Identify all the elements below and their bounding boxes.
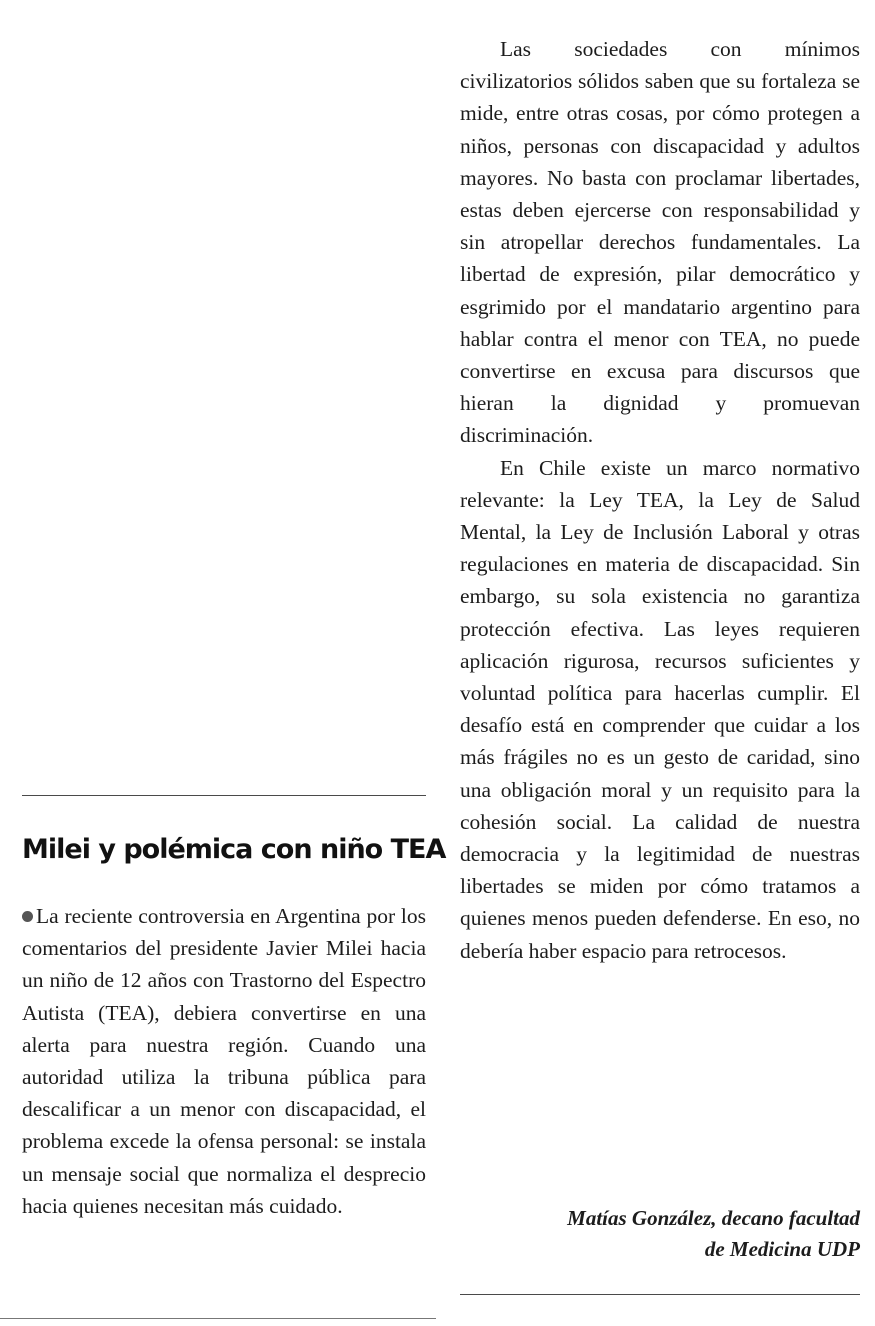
main-column [458, 0, 860, 1326]
letter-text-content: La reciente controversia en Argentina por los comentarios del presidente Javier Milei hacia un niño de 12 años con Trastorno del Espectro Autista (TEA), debiera convertirse en una alerta para nuestra región. Cuando una autoridad utiliza la tribuna pública para descalificar a un menor con discapacidad, el problema excede la ofensa personal: se instala un mensaje social que normaliza el desprecio hacia quienes necesitan más cuidado. [22, 904, 426, 1218]
author-signature [460, 1203, 860, 1265]
bottom-divider-right [460, 1294, 860, 1295]
top-divider [22, 795, 426, 796]
signature-line: Matías González, decano facultad [567, 1206, 860, 1230]
article-paragraph: En Chile existe un marco normativo relevante: la Ley TEA, la Ley de Salud Mental, la Ley de Inclusión Laboral y otras regulaciones en materia de discapacidad. Sin embargo, su sola existencia no garantiza protección efectiva. Las leyes requieren aplicación rigurosa, recursos suficientes y voluntad política para hacerlas cumplir. El desafío está en comprender que cuidar a los más frágiles no es un gesto de caridad, sino una obligación moral y un requisito para la cohesión social. La calidad de nuestra democracia y la legitimidad de nuestras libertades se miden por cómo tratamos a quienes menos pueden defenderse. En eso, no debería haber espacio para retrocesos. [460, 455, 860, 963]
bottom-divider-left [0, 1318, 436, 1319]
bullet-icon [22, 911, 33, 922]
letter-headline: Milei y polémica con niño TEA [22, 834, 446, 865]
sidebar-column [22, 0, 446, 1326]
letter-body [22, 900, 426, 1222]
letter-text [22, 900, 426, 1222]
article-paragraph: Las sociedades con mínimos civilizatorios sólidos saben que su fortaleza se mide, entre otras cosas, por cómo protegen a niños, personas con discapacidad y adultos mayores. No basta con proclamar libertades, estas deben ejercerse con responsabilidad y sin atropellar derechos fundamentales. La libertad de expresión, pilar democrático y esgrimido por el mandatario argentino para hablar contra el menor con TEA, no puede convertirse en excusa para discursos que hieran la dignidad y promuevan discriminación. [460, 37, 860, 448]
article-body [460, 33, 860, 967]
signature-line: de Medicina UDP [704, 1237, 860, 1261]
